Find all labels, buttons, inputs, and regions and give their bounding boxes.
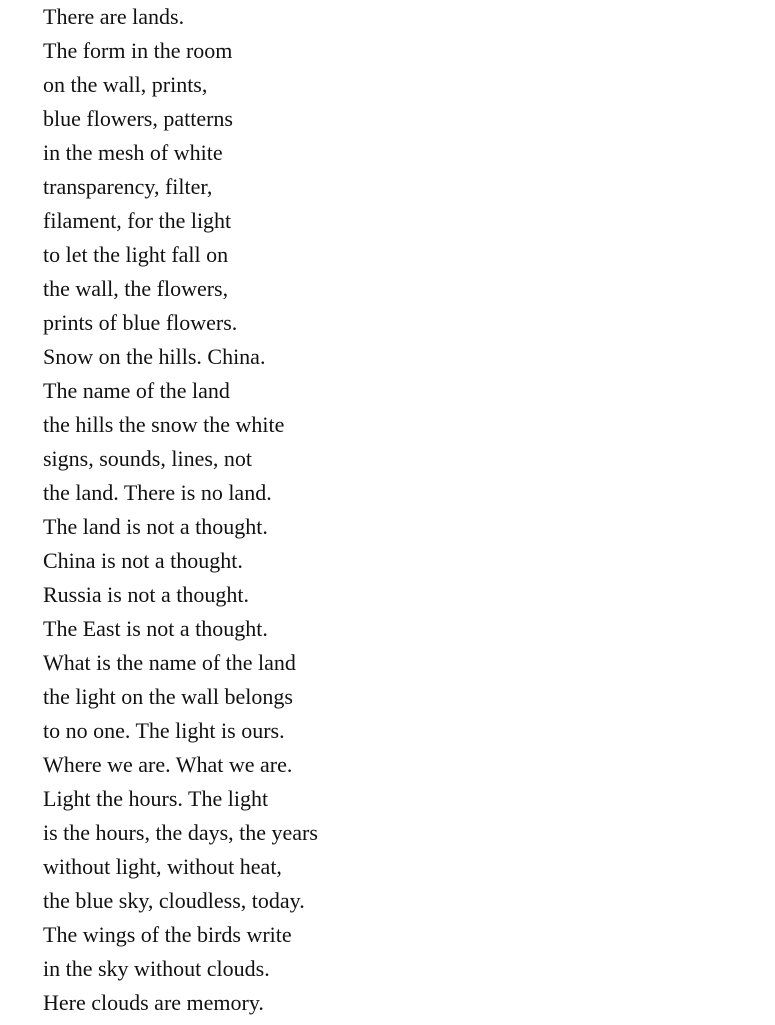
poem-line: Russia is not a thought. <box>43 582 249 607</box>
poem-line: The form in the room <box>43 38 233 63</box>
poem-text <box>43 0 318 1020</box>
poem-line: Light the hours. The light <box>43 786 269 811</box>
poem-line: Here clouds are memory. <box>43 990 264 1015</box>
poem-line: the land. There is no land. <box>43 480 272 505</box>
poem-line: The land is not a thought. <box>43 514 268 539</box>
poem-line: There are lands. <box>43 4 185 29</box>
poem-line: The name of the land <box>43 378 230 403</box>
poem-line: in the mesh of white <box>43 140 223 165</box>
poem-line: the hills the snow the white <box>43 412 285 437</box>
poem-line: transparency, filter, <box>43 174 213 199</box>
poem-line: filament, for the light <box>43 208 232 233</box>
poem-line: blue flowers, patterns <box>43 106 233 131</box>
poem-line: China is not a thought. <box>43 548 243 573</box>
poem-line: on the wall, prints, <box>43 72 208 97</box>
poem-line: signs, sounds, lines, not <box>43 446 253 471</box>
poem-line: Where we are. What we are. <box>43 752 293 777</box>
poem-line: The East is not a thought. <box>43 616 268 641</box>
poem-line: to let the light fall on <box>43 242 229 267</box>
poem-line: the blue sky, cloudless, today. <box>43 888 305 913</box>
poem-line: The wings of the birds write <box>43 922 292 947</box>
poem-line: in the sky without clouds. <box>43 956 270 981</box>
poem-line: the wall, the flowers, <box>43 276 229 301</box>
poem-line: is the hours, the days, the years <box>43 820 318 845</box>
poem-line: What is the name of the land <box>43 650 296 675</box>
poem-line: without light, without heat, <box>43 854 282 879</box>
poem-line: the light on the wall belongs <box>43 684 293 709</box>
poem-line: prints of blue flowers. <box>43 310 238 335</box>
poem-line: Snow on the hills. China. <box>43 344 266 369</box>
poem-line: to no one. The light is ours. <box>43 718 285 743</box>
